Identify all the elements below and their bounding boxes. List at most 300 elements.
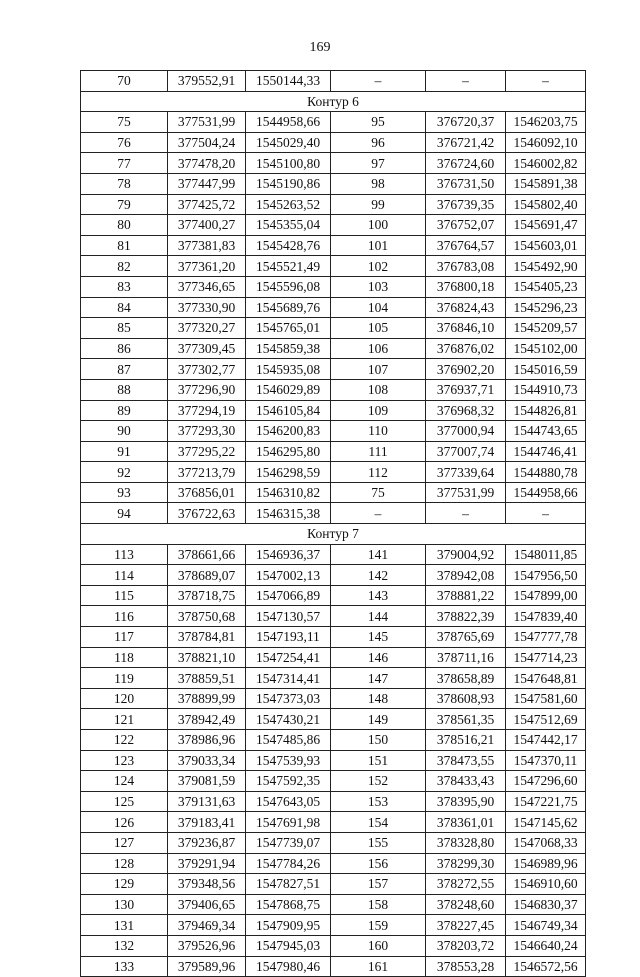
table-cell: – — [426, 71, 506, 92]
table-cell: 84 — [81, 297, 168, 318]
table-cell: 376731,50 — [426, 173, 506, 194]
table-cell: 379406,65 — [168, 894, 246, 915]
table-cell: 379348,56 — [168, 874, 246, 895]
table-cell: 376846,10 — [426, 318, 506, 339]
table-cell: 1545209,57 — [506, 318, 586, 339]
table-row — [81, 730, 586, 751]
table-cell: 143 — [331, 585, 426, 606]
table-cell: 1546910,60 — [506, 874, 586, 895]
table-cell: 125 — [81, 791, 168, 812]
table-cell: 86 — [81, 338, 168, 359]
table-row — [81, 112, 586, 133]
table-cell: 101 — [331, 235, 426, 256]
table-cell: 1545765,01 — [246, 318, 331, 339]
table-row — [81, 235, 586, 256]
table-cell: 1545102,00 — [506, 338, 586, 359]
table-cell: 1547648,81 — [506, 668, 586, 689]
table-cell: 1546310,82 — [246, 482, 331, 503]
table-cell: 102 — [331, 256, 426, 277]
table-cell: 120 — [81, 688, 168, 709]
table-cell: 128 — [81, 853, 168, 874]
table-cell: 70 — [81, 71, 168, 92]
table-cell: 1545296,23 — [506, 297, 586, 318]
table-row — [81, 256, 586, 277]
table-cell: 1547145,62 — [506, 812, 586, 833]
table-cell: 378942,08 — [426, 565, 506, 586]
table-row — [81, 647, 586, 668]
table-row — [81, 441, 586, 462]
table-cell: 376902,20 — [426, 359, 506, 380]
table-cell: 1546002,82 — [506, 153, 586, 174]
table-cell: 108 — [331, 379, 426, 400]
table-cell: 96 — [331, 132, 426, 153]
table-cell: – — [426, 503, 506, 524]
table-row — [81, 482, 586, 503]
table-cell: 159 — [331, 915, 426, 936]
table-cell: 161 — [331, 956, 426, 977]
table-cell: 376824,43 — [426, 297, 506, 318]
table-cell: 378689,07 — [168, 565, 246, 586]
table-cell: 1547643,05 — [246, 791, 331, 812]
section-header-row — [81, 524, 586, 545]
table-cell: 1547485,86 — [246, 730, 331, 751]
table-cell: 378750,68 — [168, 606, 246, 627]
section-header-row — [81, 91, 586, 112]
table-cell: 1545016,59 — [506, 359, 586, 380]
table-cell: 1545428,76 — [246, 235, 331, 256]
table-cell: 1547002,13 — [246, 565, 331, 586]
table-cell: 1545596,08 — [246, 276, 331, 297]
table-cell: – — [506, 71, 586, 92]
table-cell: 379236,87 — [168, 832, 246, 853]
table-cell: 1547839,40 — [506, 606, 586, 627]
table-cell: 93 — [81, 482, 168, 503]
table-cell: 1546989,96 — [506, 853, 586, 874]
table-cell: 378361,01 — [426, 812, 506, 833]
table-cell: 1547430,21 — [246, 709, 331, 730]
table-cell: 107 — [331, 359, 426, 380]
table-cell: 1550144,33 — [246, 71, 331, 92]
table-cell: 1545603,01 — [506, 235, 586, 256]
table-cell: 376722,63 — [168, 503, 246, 524]
table-row — [81, 338, 586, 359]
table-row — [81, 832, 586, 853]
table-cell: 377330,90 — [168, 297, 246, 318]
table-cell: 377320,27 — [168, 318, 246, 339]
table-cell: 378881,22 — [426, 585, 506, 606]
table-cell: 113 — [81, 544, 168, 565]
table-cell: 1544826,81 — [506, 400, 586, 421]
table-cell: 1547739,07 — [246, 832, 331, 853]
table-cell: 377295,22 — [168, 441, 246, 462]
table-cell: 104 — [331, 297, 426, 318]
table-cell: 1547314,41 — [246, 668, 331, 689]
table-cell: 1546029,89 — [246, 379, 331, 400]
table-cell: 123 — [81, 750, 168, 771]
table-cell: 1547868,75 — [246, 894, 331, 915]
table-cell: 379291,94 — [168, 853, 246, 874]
table-cell: 99 — [331, 194, 426, 215]
table-row — [81, 194, 586, 215]
table-cell: 377531,99 — [168, 112, 246, 133]
table-cell: 1547714,23 — [506, 647, 586, 668]
table-cell: 87 — [81, 359, 168, 380]
table-cell: 1547980,46 — [246, 956, 331, 977]
table-cell: 377425,72 — [168, 194, 246, 215]
table-cell: 117 — [81, 627, 168, 648]
table-row — [81, 915, 586, 936]
table-cell: 379552,91 — [168, 71, 246, 92]
table-cell: 114 — [81, 565, 168, 586]
table-cell: 1547691,98 — [246, 812, 331, 833]
table-cell: 378859,51 — [168, 668, 246, 689]
table-cell: 145 — [331, 627, 426, 648]
section-title: Контур 7 — [81, 524, 586, 545]
table-cell: 79 — [81, 194, 168, 215]
table-cell: 112 — [331, 462, 426, 483]
table-row — [81, 400, 586, 421]
table-cell: 377007,74 — [426, 441, 506, 462]
table-cell: 1546936,37 — [246, 544, 331, 565]
table-cell: 97 — [331, 153, 426, 174]
table-cell: 103 — [331, 276, 426, 297]
table-cell: 378822,39 — [426, 606, 506, 627]
table-cell: 379589,96 — [168, 956, 246, 977]
table-row — [81, 421, 586, 442]
table-row — [81, 812, 586, 833]
table-cell: 82 — [81, 256, 168, 277]
table-cell: 1545521,49 — [246, 256, 331, 277]
table-cell: 1544958,66 — [506, 482, 586, 503]
table-row — [81, 132, 586, 153]
table-cell: 376800,18 — [426, 276, 506, 297]
table-cell: 133 — [81, 956, 168, 977]
table-cell: 377531,99 — [426, 482, 506, 503]
table-cell: 377346,65 — [168, 276, 246, 297]
table-cell: 377339,64 — [426, 462, 506, 483]
table-row — [81, 462, 586, 483]
table-cell: 1547296,60 — [506, 771, 586, 792]
table-cell: 1544880,78 — [506, 462, 586, 483]
table-cell: 376720,37 — [426, 112, 506, 133]
table-cell: 1545100,80 — [246, 153, 331, 174]
table-cell: 78 — [81, 173, 168, 194]
table-cell: 90 — [81, 421, 168, 442]
table-cell: 81 — [81, 235, 168, 256]
table-cell: 142 — [331, 565, 426, 586]
table-cell: 146 — [331, 647, 426, 668]
table-row — [81, 956, 586, 977]
table-cell: 141 — [331, 544, 426, 565]
table-cell: 157 — [331, 874, 426, 895]
table-cell: 160 — [331, 935, 426, 956]
table-row — [81, 791, 586, 812]
table-row — [81, 544, 586, 565]
table-row — [81, 688, 586, 709]
table-row — [81, 71, 586, 92]
table-cell: 376752,07 — [426, 215, 506, 236]
table-row — [81, 853, 586, 874]
table-cell: 1546298,59 — [246, 462, 331, 483]
table-row — [81, 215, 586, 236]
table-cell: 378765,69 — [426, 627, 506, 648]
table-cell: 1546203,75 — [506, 112, 586, 133]
table-cell: 129 — [81, 874, 168, 895]
table-row — [81, 894, 586, 915]
table-cell: 109 — [331, 400, 426, 421]
coordinates-table-body — [81, 71, 586, 977]
table-row — [81, 668, 586, 689]
table-cell: 80 — [81, 215, 168, 236]
table-cell: 378821,10 — [168, 647, 246, 668]
table-cell: 1545492,90 — [506, 256, 586, 277]
table-cell: 378711,16 — [426, 647, 506, 668]
table-cell: 1547370,11 — [506, 750, 586, 771]
table-cell: – — [506, 503, 586, 524]
table-cell: 1547784,26 — [246, 853, 331, 874]
table-cell: 76 — [81, 132, 168, 153]
table-cell: 1547777,78 — [506, 627, 586, 648]
table-cell: 100 — [331, 215, 426, 236]
table-cell: 106 — [331, 338, 426, 359]
table-cell: 149 — [331, 709, 426, 730]
table-cell: 378608,93 — [426, 688, 506, 709]
table-cell: 378227,45 — [426, 915, 506, 936]
table-cell: 377213,79 — [168, 462, 246, 483]
table-row — [81, 379, 586, 400]
table-cell: 376968,32 — [426, 400, 506, 421]
table-cell: 105 — [331, 318, 426, 339]
table-cell: 379526,96 — [168, 935, 246, 956]
table-cell: 1546315,38 — [246, 503, 331, 524]
table-cell: 115 — [81, 585, 168, 606]
table-cell: 378561,35 — [426, 709, 506, 730]
table-cell: 1544958,66 — [246, 112, 331, 133]
table-cell: 1547909,95 — [246, 915, 331, 936]
table-cell: 1546105,84 — [246, 400, 331, 421]
table-cell: 378661,66 — [168, 544, 246, 565]
table-cell: 379033,34 — [168, 750, 246, 771]
table-row — [81, 771, 586, 792]
table-cell: 77 — [81, 153, 168, 174]
table-cell: 1545405,23 — [506, 276, 586, 297]
table-cell: 1545802,40 — [506, 194, 586, 215]
table-cell: 1547945,03 — [246, 935, 331, 956]
table-cell: 83 — [81, 276, 168, 297]
table-cell: 377293,30 — [168, 421, 246, 442]
table-cell: 1545859,38 — [246, 338, 331, 359]
table-row — [81, 935, 586, 956]
table-cell: 1547130,57 — [246, 606, 331, 627]
table-row — [81, 750, 586, 771]
table-cell: 1547193,11 — [246, 627, 331, 648]
table-cell: 1546572,56 — [506, 956, 586, 977]
table-cell: 378299,30 — [426, 853, 506, 874]
table-cell: 1545263,52 — [246, 194, 331, 215]
page-number: 169 — [309, 40, 331, 55]
table-cell: 376783,08 — [426, 256, 506, 277]
table-cell: 377309,45 — [168, 338, 246, 359]
table-cell: 1545689,76 — [246, 297, 331, 318]
table-cell: 130 — [81, 894, 168, 915]
table-cell: 379131,63 — [168, 791, 246, 812]
table-cell: 377296,90 — [168, 379, 246, 400]
table-cell: 85 — [81, 318, 168, 339]
table-cell: 378718,75 — [168, 585, 246, 606]
table-cell: 126 — [81, 812, 168, 833]
table-cell: 150 — [331, 730, 426, 751]
table-cell: 378899,99 — [168, 688, 246, 709]
section-title: Контур 6 — [81, 91, 586, 112]
table-cell: 124 — [81, 771, 168, 792]
table-cell: 155 — [331, 832, 426, 853]
table-cell: 378248,60 — [426, 894, 506, 915]
table-cell: – — [331, 71, 426, 92]
table-cell: 378395,90 — [426, 791, 506, 812]
table-cell: 379469,34 — [168, 915, 246, 936]
table-cell: 1547373,03 — [246, 688, 331, 709]
table-cell: 1545935,08 — [246, 359, 331, 380]
table-row — [81, 318, 586, 339]
table-cell: 378942,49 — [168, 709, 246, 730]
table-cell: 1544746,41 — [506, 441, 586, 462]
table-cell: 144 — [331, 606, 426, 627]
table-cell: 110 — [331, 421, 426, 442]
table-cell: 152 — [331, 771, 426, 792]
table-cell: – — [331, 503, 426, 524]
table-cell: 1547254,41 — [246, 647, 331, 668]
table-cell: 91 — [81, 441, 168, 462]
table-cell: 1544910,73 — [506, 379, 586, 400]
table-cell: 1547899,00 — [506, 585, 586, 606]
table-row — [81, 153, 586, 174]
table-cell: 378516,21 — [426, 730, 506, 751]
table-cell: 95 — [331, 112, 426, 133]
table-cell: 131 — [81, 915, 168, 936]
table-cell: 377400,27 — [168, 215, 246, 236]
table-cell: 1545891,38 — [506, 173, 586, 194]
coordinates-table — [80, 70, 586, 977]
table-cell: 379081,59 — [168, 771, 246, 792]
table-cell: 1545029,40 — [246, 132, 331, 153]
table-cell: 1546295,80 — [246, 441, 331, 462]
table-cell: 378473,55 — [426, 750, 506, 771]
table-cell: 1547442,17 — [506, 730, 586, 751]
table-cell: 158 — [331, 894, 426, 915]
table-row — [81, 503, 586, 524]
table-cell: 376764,57 — [426, 235, 506, 256]
table-cell: 1547592,35 — [246, 771, 331, 792]
table-cell: 377447,99 — [168, 173, 246, 194]
table-cell: 376856,01 — [168, 482, 246, 503]
table-cell: 1547068,33 — [506, 832, 586, 853]
table-cell: 89 — [81, 400, 168, 421]
table-cell: 88 — [81, 379, 168, 400]
table-cell: 116 — [81, 606, 168, 627]
table-cell: 148 — [331, 688, 426, 709]
table-cell: 1547512,69 — [506, 709, 586, 730]
table-cell: 132 — [81, 935, 168, 956]
table-row — [81, 585, 586, 606]
table-cell: 75 — [81, 112, 168, 133]
table-cell: 1545691,47 — [506, 215, 586, 236]
table-cell: 154 — [331, 812, 426, 833]
table-row — [81, 173, 586, 194]
table-row — [81, 606, 586, 627]
table-cell: 1547581,60 — [506, 688, 586, 709]
table-row — [81, 297, 586, 318]
table-cell: 1546640,24 — [506, 935, 586, 956]
table-cell: 122 — [81, 730, 168, 751]
table-cell: 118 — [81, 647, 168, 668]
table-cell: 1546092,10 — [506, 132, 586, 153]
table-cell: 378658,89 — [426, 668, 506, 689]
table-cell: 378553,28 — [426, 956, 506, 977]
table-row — [81, 276, 586, 297]
table-row — [81, 627, 586, 648]
table-cell: 377478,20 — [168, 153, 246, 174]
table-cell: 378433,43 — [426, 771, 506, 792]
table-cell: 378328,80 — [426, 832, 506, 853]
table-cell: 156 — [331, 853, 426, 874]
table-cell: 151 — [331, 750, 426, 771]
table-cell: 377381,83 — [168, 235, 246, 256]
table-cell: 147 — [331, 668, 426, 689]
table-cell: 376721,42 — [426, 132, 506, 153]
table-cell: 111 — [331, 441, 426, 462]
table-row — [81, 565, 586, 586]
table-cell: 94 — [81, 503, 168, 524]
table-cell: 119 — [81, 668, 168, 689]
table-cell: 1547956,50 — [506, 565, 586, 586]
table-cell: 1545190,86 — [246, 173, 331, 194]
table-cell: 377000,94 — [426, 421, 506, 442]
table-row — [81, 874, 586, 895]
table-cell: 378784,81 — [168, 627, 246, 648]
table-cell: 1547827,51 — [246, 874, 331, 895]
table-cell: 121 — [81, 709, 168, 730]
table-cell: 379183,41 — [168, 812, 246, 833]
table-cell: 92 — [81, 462, 168, 483]
table-cell: 1546749,34 — [506, 915, 586, 936]
table-row — [81, 709, 586, 730]
table-cell: 1545355,04 — [246, 215, 331, 236]
table-cell: 376876,02 — [426, 338, 506, 359]
table-row — [81, 359, 586, 380]
table-cell: 1547539,93 — [246, 750, 331, 771]
table-cell: 75 — [331, 482, 426, 503]
table-cell: 377361,20 — [168, 256, 246, 277]
table-cell: 376739,35 — [426, 194, 506, 215]
table-cell: 377294,19 — [168, 400, 246, 421]
table-cell: 377302,77 — [168, 359, 246, 380]
table-cell: 378986,96 — [168, 730, 246, 751]
table-cell: 1547221,75 — [506, 791, 586, 812]
table-cell: 1547066,89 — [246, 585, 331, 606]
table-cell: 378203,72 — [426, 935, 506, 956]
table-cell: 98 — [331, 173, 426, 194]
table-cell: 1544743,65 — [506, 421, 586, 442]
table-cell: 1546830,37 — [506, 894, 586, 915]
table-cell: 377504,24 — [168, 132, 246, 153]
table-cell: 379004,92 — [426, 544, 506, 565]
table-cell: 1546200,83 — [246, 421, 331, 442]
table-cell: 376937,71 — [426, 379, 506, 400]
table-cell: 1548011,85 — [506, 544, 586, 565]
table-cell: 378272,55 — [426, 874, 506, 895]
table-cell: 127 — [81, 832, 168, 853]
table-cell: 153 — [331, 791, 426, 812]
